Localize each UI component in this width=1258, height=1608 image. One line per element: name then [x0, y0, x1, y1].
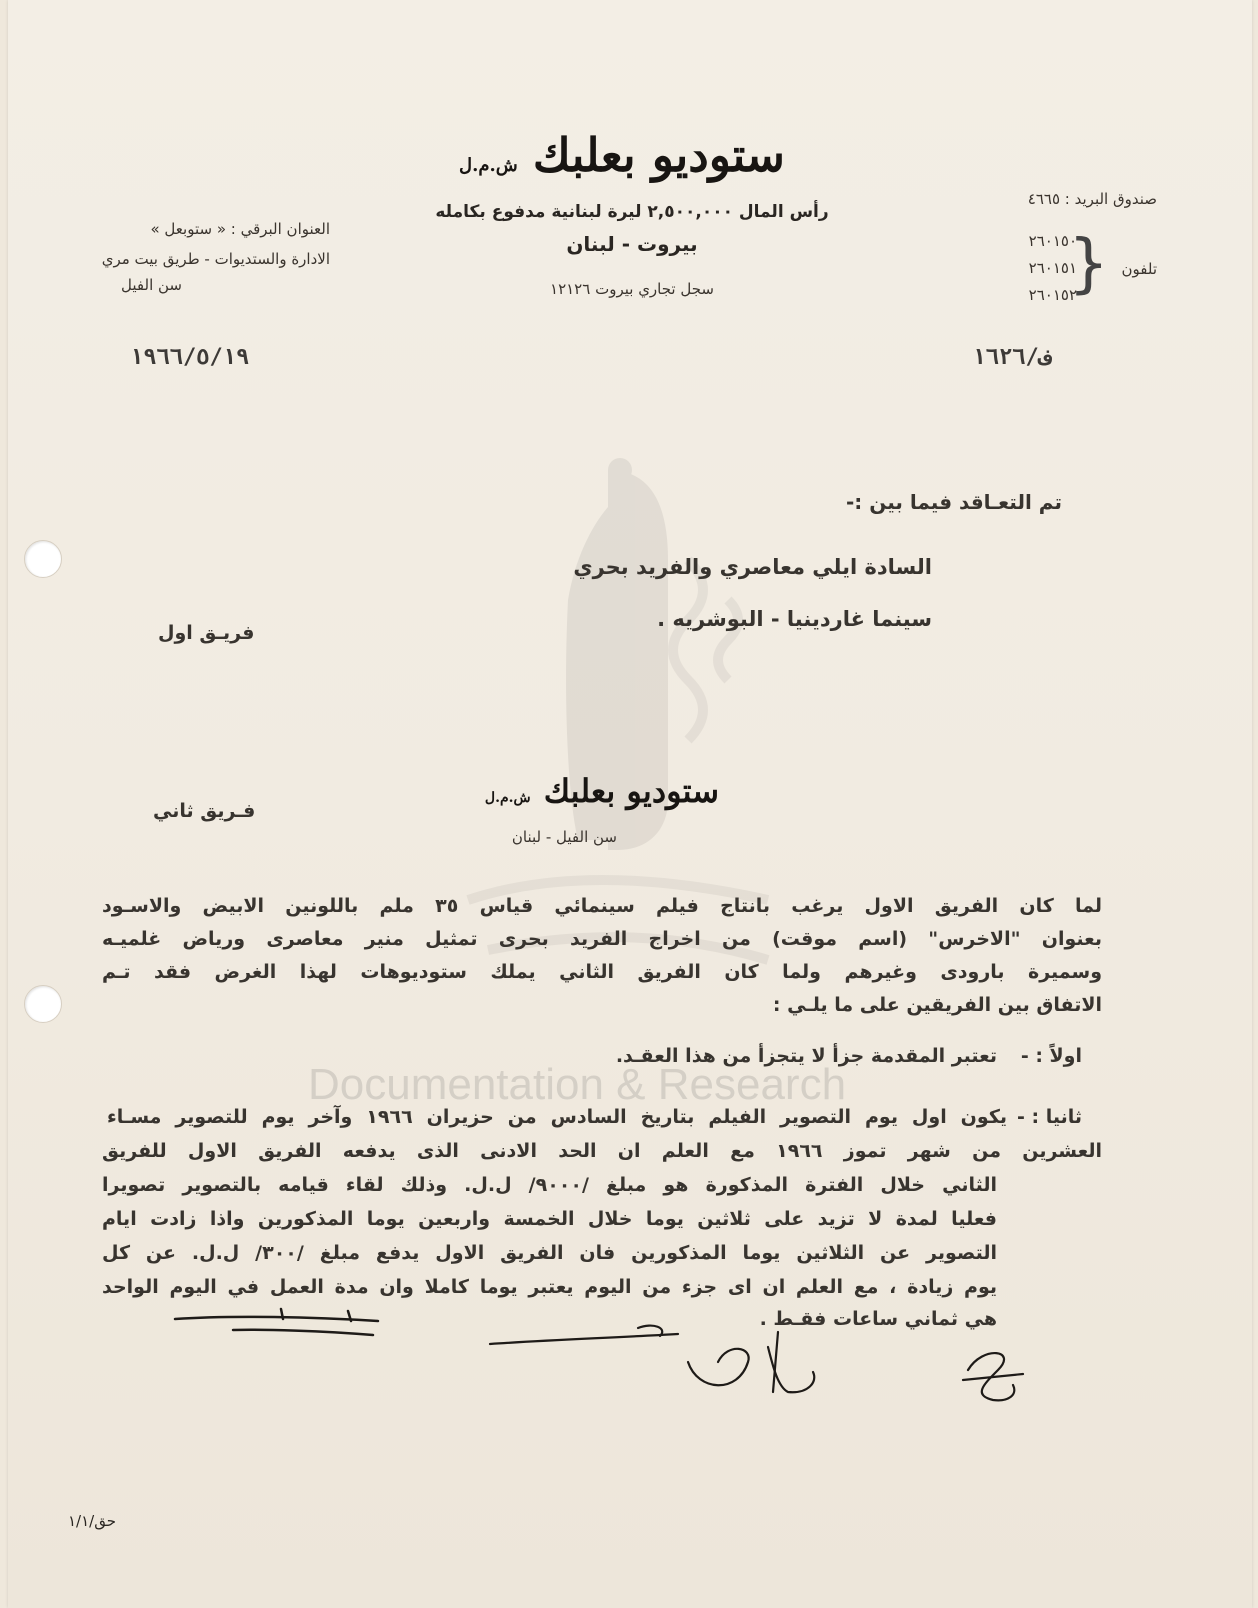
clause2-line: هي ثماني ساعات فقـط .: [759, 1308, 997, 1330]
document-date: ١٩٦٦/٥/١٩: [130, 345, 250, 370]
company-logo: [362, 128, 882, 182]
signature-left: [173, 1305, 383, 1345]
company-suffix: ش.م.ل: [459, 155, 518, 176]
clause2-line: العشرين من شهر تموز ١٩٦٦ مع العلم ان الحد الادنى الذى يدفعه الفريق الاول للفريق: [102, 1140, 1102, 1162]
phone-number: ٢٦٠١٥٠: [1028, 232, 1077, 250]
clause2-label: ثانيا : -: [1016, 1106, 1082, 1128]
clause2-line: يكون اول يوم التصوير الفيلم بتاريخ السادس من حزيران ١٩٦٦ وآخر يوم للتصوير مسـاء: [107, 1106, 1007, 1128]
party2-suffix: ش.م.ل: [484, 790, 531, 806]
office-address: الادارة والستديوات - طريق بيت مري: [101, 250, 330, 268]
clause2-line: فعليا لمدة لا تزيد على ثلاثين يوما خلال الخمسة واربعين يوما المذكورين واذا زادت ايام: [102, 1208, 997, 1230]
page-reference: حق/١/١: [68, 1512, 117, 1530]
signature-center: [488, 1322, 828, 1402]
party2-address: سن الفيل - لبنان: [511, 828, 617, 846]
clause2-line: التصوير عن الثلاثين يوما المذكورين فان الفريق الاول يدفع مبلغ /٣٠٠/ ل.ل. عن كل: [102, 1242, 997, 1264]
party2-label: فـريق ثاني: [153, 800, 256, 822]
document-page: [8, 0, 1252, 1608]
phone-label: تلفون: [1121, 260, 1157, 278]
punch-hole-top: [24, 540, 62, 578]
punch-hole-bottom: [24, 985, 62, 1023]
registry-line: سجل تجاري بيروت ١٢١٢٦: [550, 280, 714, 298]
phone-number: ٢٦٠١٥١: [1028, 259, 1077, 277]
company-name: ستوديو بعلبك: [532, 128, 785, 182]
watermark-text: Documentation & Research: [308, 1060, 847, 1109]
clause2-line: الثاني خلال الفترة المذكورة هو مبلغ /٩٠٠٠/ ل.ل. وذلك لقاء قيامه بالتصوير تصويرا: [102, 1174, 997, 1196]
po-box: صندوق البريد : ٤٦٦٥: [1027, 190, 1157, 208]
preamble-line: الاتفاق بين الفريقين على ما يلـي :: [772, 994, 1102, 1016]
city-line: بيروت - لبنان: [566, 232, 698, 256]
phone-number: ٢٦٠١٥٢: [1028, 286, 1077, 304]
preamble-line: وسميرة بارودى وغيرهم ولما كان الفريق الثاني يملك ستوديوهات لهذا الغرض فقد تـم: [102, 961, 1102, 983]
office-district: سن الفيل: [121, 276, 182, 294]
clause1-label: اولاً : -: [1020, 1045, 1082, 1067]
party2-name: ستوديو بعلبك: [543, 772, 720, 810]
capital-line: رأس المال ٢,٥٠٠,٠٠٠ ليرة لبنانية مدفوع بكامله: [435, 202, 829, 222]
signature-right: [958, 1340, 1028, 1410]
preamble-line: بعنوان "الاخرس" (اسم موقت) من اخراج الفريد بحرى تمثيل منير معاصرى ورياض غلميـه: [102, 928, 1102, 950]
contract-intro: تم التعـاقد فيما بين :-: [845, 490, 1062, 514]
preamble-line: لما كان الفريق الاول يرغب بانتاج فيلم سينمائي قياس ٣٥ ملم باللونين الابيض والاسـود: [102, 895, 1102, 917]
telegraph-address: العنوان البرقي : « ستوبعل »: [150, 220, 330, 238]
clause2-line: يوم زيادة ، مع العلم ان اى جزء من اليوم يعتبر يوما كاملا وان مدة العمل في اليوم الواحد: [102, 1276, 997, 1298]
party1-names: السادة ايلي معاصري والفريد بحري: [573, 555, 932, 579]
party1-address: سينما غاردينيا - البوشريه .: [657, 607, 932, 631]
clause1-text: تعتبر المقدمة جزأ لا يتجزأ من هذا العقـد.: [615, 1045, 997, 1067]
file-number: ف/١٦٢٦: [972, 345, 1052, 370]
phone-brace: {: [1068, 227, 1109, 301]
party2-logo: [422, 772, 782, 810]
party1-label: فريـق اول: [158, 622, 255, 644]
